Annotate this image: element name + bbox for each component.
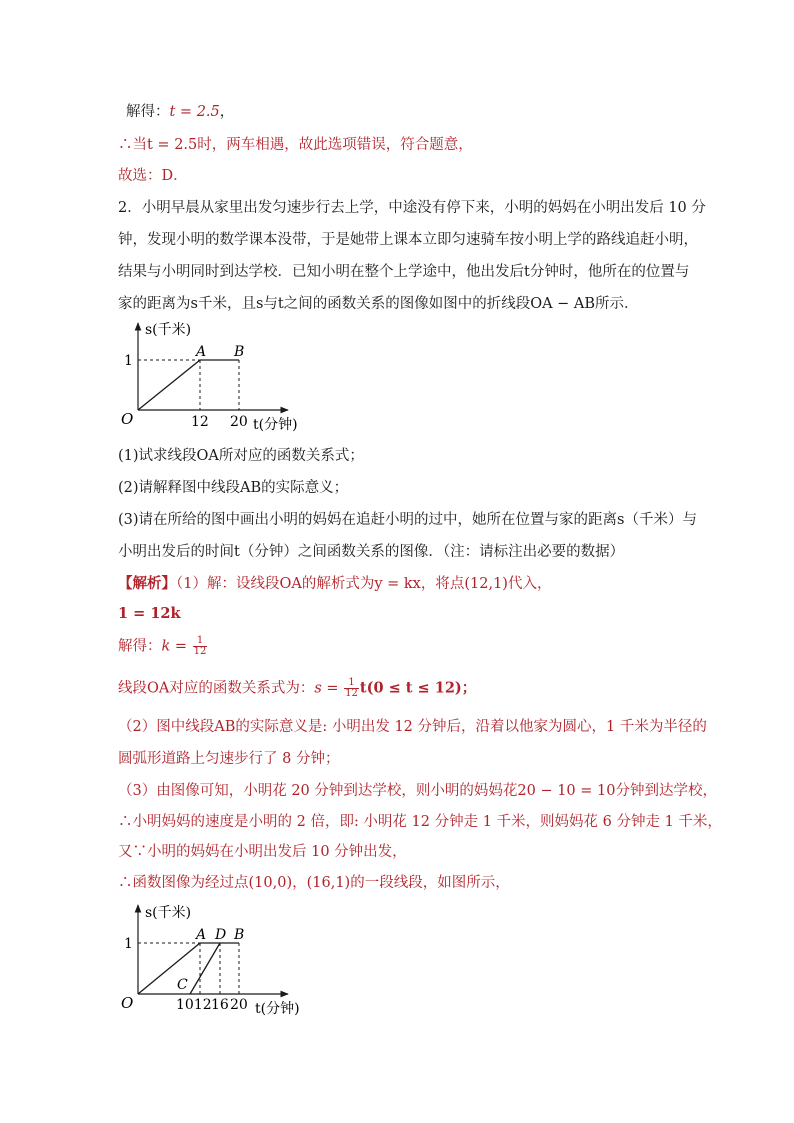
k-lhs: k = (161, 638, 192, 655)
graph1-segment-OA (138, 360, 200, 410)
analysis-tag: 【解析】 (118, 576, 176, 592)
conclusion-line: ∴当t = 2.5时，两车相遇，故此选项错误，符合题意， (118, 137, 473, 153)
graph2-point-D: D (215, 927, 227, 943)
graph2-x-tick-20: 20 (230, 997, 248, 1013)
graph1-point-B: B (234, 344, 245, 360)
solve-line (126, 102, 234, 122)
graph1-x-tick-20: 20 (230, 414, 248, 430)
graph2-y-label: s(千米) (145, 905, 192, 921)
question2-line3: 结果与小明同时到达学校．已知小明在整个上学途中，他出发后t分钟时，他所在的位置与 (118, 264, 690, 280)
part2-line2: 圆弧形道路上匀速步行了 8 分钟； (118, 751, 340, 767)
graph-1 (110, 320, 310, 435)
graph2-x-tick-1012: 1012 (176, 997, 212, 1013)
graph2-x-label: t(分钟) (255, 1001, 300, 1017)
sub-question-1: (1)试求线段OA所对应的函数关系式； (118, 448, 364, 464)
graph1-x-label: t(分钟) (253, 417, 298, 433)
graph2-point-C: C (177, 977, 188, 993)
graph1-point-A: A (196, 344, 207, 360)
equation-line: 1 = 12k (118, 605, 181, 622)
part3-line3: 又∵小明的妈妈在小明出发后 10 分钟出发， (118, 844, 407, 860)
sub-question-3-line1: (3)请在所给的图中画出小明的妈妈在追赶小明的过中，她所在位置与家的距离s（千米）与 (118, 512, 697, 528)
part2-line1: （2）图中线段AB的实际意义是: 小明出发 12 分钟后，沿着以他家为圆心，1 千米为半径的 (118, 719, 707, 735)
graph2-segment-CD (190, 943, 220, 994)
part3-line4: ∴函数图像为经过点(10,0)，(16,1)的一段线段，如图所示， (118, 875, 510, 891)
graph1-y-tick: 1 (124, 353, 133, 369)
relation-line (118, 678, 476, 699)
question2-line2: 钟，发现小明的数学课本没带，于是她带上课本立即匀速骑车按小明上学的路线追赶小明， (118, 232, 698, 248)
part3-line1: （3）由图像可知，小明花 20 分钟到达学校，则小明的妈妈花20 − 10 = 10分钟到达学校， (118, 783, 717, 799)
relation-lhs: s = (314, 680, 344, 697)
graph1-origin: O (121, 410, 134, 428)
graph2-point-A: A (196, 927, 207, 943)
k-fraction (193, 636, 208, 657)
graph2-point-B: B (234, 927, 245, 943)
answer-line: 故选：D． (118, 168, 188, 184)
k-numerator: 1 (193, 636, 208, 647)
sub-question-2: (2)请解释图中线段AB的实际意义； (118, 480, 349, 496)
graph1-x-tick-12: 12 (191, 414, 209, 430)
graph2-segment-OA (138, 943, 200, 994)
solve-math: t = 2.5 (169, 104, 220, 120)
graph2-y-tick: 1 (124, 936, 133, 952)
part3-line2: ∴小明妈妈的速度是小明的 2 倍，即: 小明花 12 分钟走 1 千米，则妈妈花 6 分钟走 1 千米， (118, 814, 722, 830)
solve-tail: ， (219, 104, 235, 120)
analysis-line (118, 574, 551, 594)
k-denominator: 12 (193, 646, 207, 657)
relation-denominator: 12 (345, 688, 358, 699)
graph1-y-label: s(千米) (145, 322, 192, 338)
analysis-text: （1）解：设线段OA的解析式为y = kx，将点(12,1)代入， (176, 576, 552, 592)
question2-line1: 2．小明早晨从家里出发匀速步行去上学，中途没有停下来，小明的妈妈在小明出发后 10 分 (118, 200, 706, 216)
graph2-origin: O (121, 994, 134, 1012)
relation-rhs: t(0 ≤ t ≤ 12)； (359, 679, 477, 697)
graph2-x-tick-16: 16 (211, 997, 229, 1013)
question2-line4: 家的距离为s千米，且s与t之间的函数关系的图像如图中的折线段OA − AB所示． (118, 296, 639, 312)
sub-question-3-line2: 小明出发后的时间t（分钟）之间函数关系的图像．（注：请标注出必要的数据） (118, 544, 625, 560)
solve-label: 解得： (126, 104, 170, 120)
graph-2 (110, 902, 310, 1020)
relation-fraction (344, 678, 359, 699)
k-label: 解得： (118, 638, 162, 655)
relation-numerator: 1 (344, 678, 359, 689)
k-solution-line (118, 636, 208, 657)
relation-label: 线段OA对应的函数关系式为： (118, 680, 315, 697)
